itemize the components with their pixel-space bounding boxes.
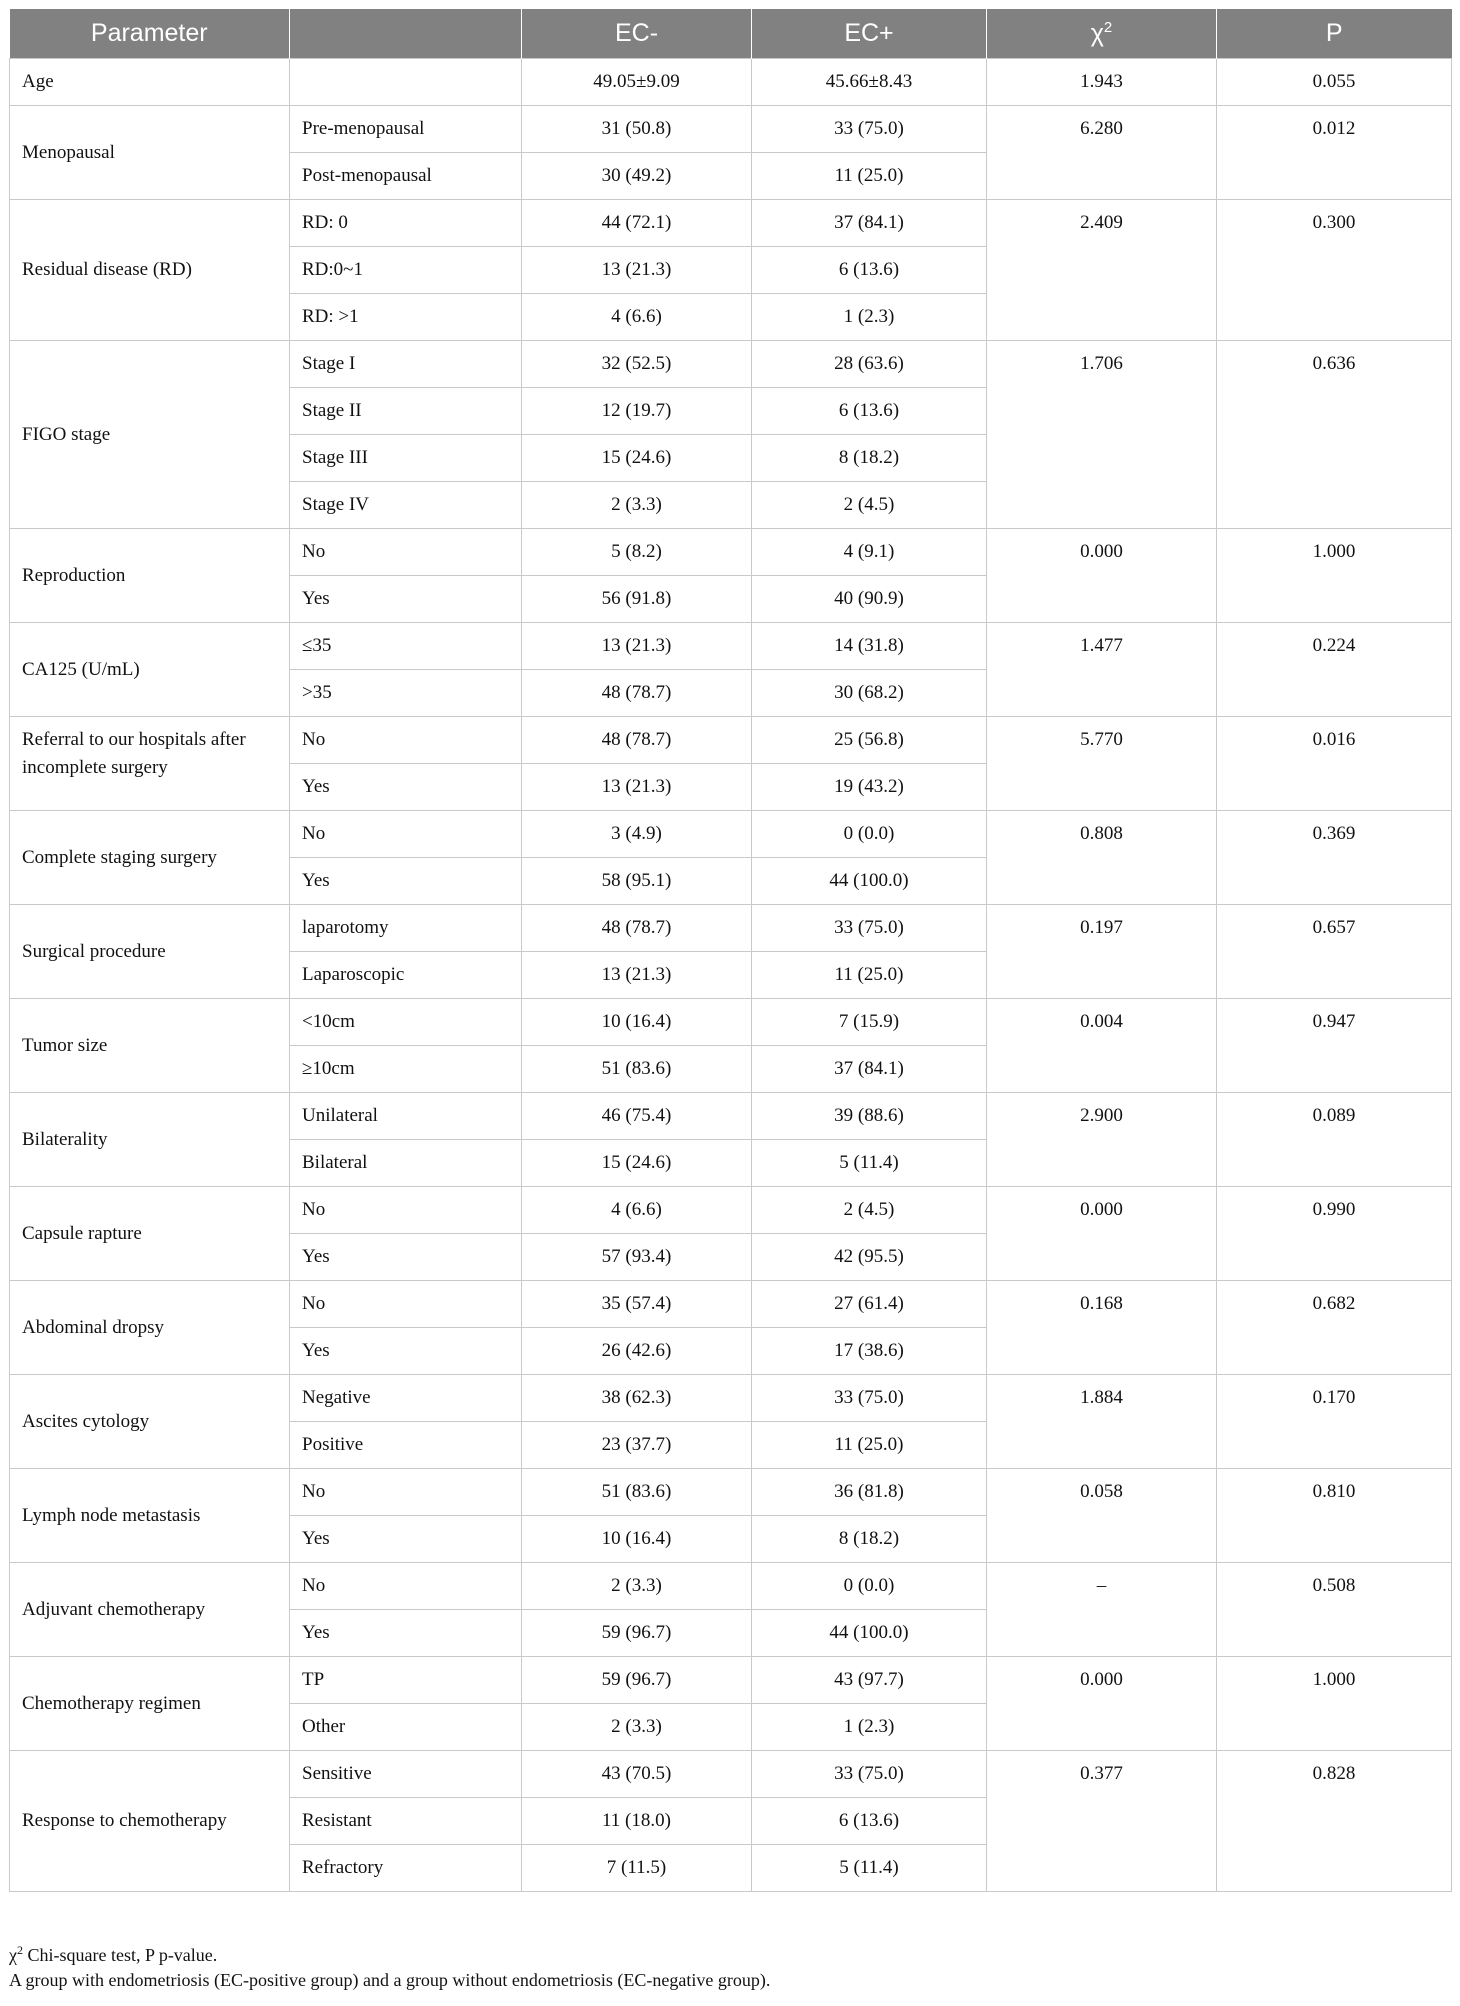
parameter-name: Ascites cytology xyxy=(10,1375,290,1469)
table-row xyxy=(10,1563,1452,1610)
ec-negative-cell: 51 (83.6) xyxy=(522,1469,752,1516)
ec-negative-cell: 2 (3.3) xyxy=(522,482,752,529)
p-value-cell: 0.012 xyxy=(1217,106,1452,200)
ec-negative-cell: 4 (6.6) xyxy=(522,1187,752,1234)
ec-positive-cell: 11 (25.0) xyxy=(752,952,987,999)
level-cell: ≥10cm xyxy=(290,1046,522,1093)
table-body xyxy=(10,59,1452,1892)
parameter-name: Tumor size xyxy=(10,999,290,1093)
ec-positive-cell: 39 (88.6) xyxy=(752,1093,987,1140)
ec-positive-cell: 44 (100.0) xyxy=(752,1610,987,1657)
ec-positive-cell: 7 (15.9) xyxy=(752,999,987,1046)
ec-positive-cell: 17 (38.6) xyxy=(752,1328,987,1375)
p-value-cell: 0.224 xyxy=(1217,623,1452,717)
level-cell: Yes xyxy=(290,1328,522,1375)
table-row xyxy=(10,1281,1452,1328)
level-cell: RD: >1 xyxy=(290,294,522,341)
ec-positive-cell: 19 (43.2) xyxy=(752,764,987,811)
level-cell: Yes xyxy=(290,1516,522,1563)
ec-positive-cell: 6 (13.6) xyxy=(752,1798,987,1845)
ec-negative-cell: 2 (3.3) xyxy=(522,1563,752,1610)
level-cell: No xyxy=(290,811,522,858)
ec-positive-cell: 2 (4.5) xyxy=(752,1187,987,1234)
ec-positive-cell: 33 (75.0) xyxy=(752,1751,987,1798)
ec-positive-cell: 42 (95.5) xyxy=(752,1234,987,1281)
parameter-name: Surgical procedure xyxy=(10,905,290,999)
ec-positive-cell: 11 (25.0) xyxy=(752,1422,987,1469)
parameter-name: CA125 (U/mL) xyxy=(10,623,290,717)
level-cell: No xyxy=(290,529,522,576)
level-cell: No xyxy=(290,1563,522,1610)
level-cell: Refractory xyxy=(290,1845,522,1892)
ec-negative-cell: 4 (6.6) xyxy=(522,294,752,341)
ec-negative-cell: 57 (93.4) xyxy=(522,1234,752,1281)
table-row xyxy=(10,106,1452,153)
header-level xyxy=(290,9,522,59)
ec-negative-cell: 31 (50.8) xyxy=(522,106,752,153)
p-value-cell: 0.055 xyxy=(1217,59,1452,106)
p-value-cell: 0.828 xyxy=(1217,1751,1452,1892)
level-cell: Stage I xyxy=(290,341,522,388)
parameter-name: Complete staging surgery xyxy=(10,811,290,905)
footnote-line-1: $\chi^2$ Chi-square test, P p-value. xyxy=(9,1943,218,1965)
p-value-cell: 0.300 xyxy=(1217,200,1452,341)
ec-negative-cell: 7 (11.5) xyxy=(522,1845,752,1892)
table-row xyxy=(10,1469,1452,1516)
level-cell: Pre-menopausal xyxy=(290,106,522,153)
p-value-cell: 0.657 xyxy=(1217,905,1452,999)
level-cell: Sensitive xyxy=(290,1751,522,1798)
parameter-name: Age xyxy=(10,59,290,106)
chi-square-cell: 0.168 xyxy=(987,1281,1217,1375)
ec-negative-cell: 56 (91.8) xyxy=(522,576,752,623)
ec-positive-cell: 25 (56.8) xyxy=(752,717,987,764)
table-row xyxy=(10,341,1452,388)
ec-positive-cell: 6 (13.6) xyxy=(752,388,987,435)
ec-positive-cell: 11 (25.0) xyxy=(752,153,987,200)
level-cell: Stage III xyxy=(290,435,522,482)
ec-positive-cell: 27 (61.4) xyxy=(752,1281,987,1328)
p-value-cell: 0.682 xyxy=(1217,1281,1452,1375)
table-row xyxy=(10,905,1452,952)
ec-negative-cell: 48 (78.7) xyxy=(522,905,752,952)
ec-positive-cell: 36 (81.8) xyxy=(752,1469,987,1516)
level-cell: Post-menopausal xyxy=(290,153,522,200)
chi-square-cell: 1.884 xyxy=(987,1375,1217,1469)
ec-negative-cell: 51 (83.6) xyxy=(522,1046,752,1093)
parameter-name: Referral to our hospitals after incomplete surgery xyxy=(10,717,290,811)
ec-negative-cell: 48 (78.7) xyxy=(522,717,752,764)
p-value-cell: 0.369 xyxy=(1217,811,1452,905)
header-chi-square xyxy=(987,9,1217,59)
ec-positive-cell: 40 (90.9) xyxy=(752,576,987,623)
p-value-cell: 0.636 xyxy=(1217,341,1452,529)
chi-square-cell: 1.943 xyxy=(987,59,1217,106)
ec-negative-cell: 30 (49.2) xyxy=(522,153,752,200)
level-cell: RD: 0 xyxy=(290,200,522,247)
ec-positive-cell: 33 (75.0) xyxy=(752,905,987,952)
level-cell: RD:0~1 xyxy=(290,247,522,294)
header-parameter: Parameter xyxy=(10,9,290,59)
p-value-cell: 0.990 xyxy=(1217,1187,1452,1281)
ec-negative-cell: 43 (70.5) xyxy=(522,1751,752,1798)
chi-square-cell: 0.058 xyxy=(987,1469,1217,1563)
comparison-table xyxy=(9,9,1452,1892)
ec-positive-cell: 1 (2.3) xyxy=(752,294,987,341)
table-row xyxy=(10,1751,1452,1798)
level-cell: No xyxy=(290,717,522,764)
level-cell: Stage IV xyxy=(290,482,522,529)
level-cell: Yes xyxy=(290,1610,522,1657)
table-row xyxy=(10,1657,1452,1704)
ec-negative-cell: 49.05±9.09 xyxy=(522,59,752,106)
level-cell: Yes xyxy=(290,858,522,905)
table-header xyxy=(10,9,1452,59)
parameter-name: Bilaterality xyxy=(10,1093,290,1187)
level-cell: Positive xyxy=(290,1422,522,1469)
table-row xyxy=(10,1187,1452,1234)
level-cell: Stage II xyxy=(290,388,522,435)
ec-negative-cell: 46 (75.4) xyxy=(522,1093,752,1140)
ec-negative-cell: 10 (16.4) xyxy=(522,999,752,1046)
chi-square-cell: 1.477 xyxy=(987,623,1217,717)
ec-positive-cell: 8 (18.2) xyxy=(752,1516,987,1563)
chi-square-cell: 0.004 xyxy=(987,999,1217,1093)
parameter-name: Menopausal xyxy=(10,106,290,200)
ec-positive-cell: 37 (84.1) xyxy=(752,1046,987,1093)
ec-positive-cell: 5 (11.4) xyxy=(752,1140,987,1187)
chi-square-cell: 0.808 xyxy=(987,811,1217,905)
level-cell: Bilateral xyxy=(290,1140,522,1187)
ec-negative-cell: 13 (21.3) xyxy=(522,764,752,811)
chi-square-cell: 2.409 xyxy=(987,200,1217,341)
ec-positive-cell: 44 (100.0) xyxy=(752,858,987,905)
parameter-name: Reproduction xyxy=(10,529,290,623)
level-cell: Yes xyxy=(290,764,522,811)
parameter-name: Adjuvant chemotherapy xyxy=(10,1563,290,1657)
chi-square-cell: 0.197 xyxy=(987,905,1217,999)
level-cell: laparotomy xyxy=(290,905,522,952)
chi-square-cell: 2.900 xyxy=(987,1093,1217,1187)
level-cell: Other xyxy=(290,1704,522,1751)
ec-negative-cell: 59 (96.7) xyxy=(522,1657,752,1704)
table-row xyxy=(10,1093,1452,1140)
header-row xyxy=(10,9,1452,59)
ec-positive-cell: 0 (0.0) xyxy=(752,811,987,858)
table-container xyxy=(9,9,1451,1892)
chi-square-cell: 0.000 xyxy=(987,529,1217,623)
ec-negative-cell: 12 (19.7) xyxy=(522,388,752,435)
ec-positive-cell: 30 (68.2) xyxy=(752,670,987,717)
parameter-name: Response to chemotherapy xyxy=(10,1751,290,1892)
ec-negative-cell: 10 (16.4) xyxy=(522,1516,752,1563)
parameter-name: FIGO stage xyxy=(10,341,290,529)
ec-positive-cell: 8 (18.2) xyxy=(752,435,987,482)
table-row xyxy=(10,59,1452,106)
ec-positive-cell: 43 (97.7) xyxy=(752,1657,987,1704)
table-row xyxy=(10,623,1452,670)
ec-negative-cell: 58 (95.1) xyxy=(522,858,752,905)
table-row xyxy=(10,529,1452,576)
ec-negative-cell: 38 (62.3) xyxy=(522,1375,752,1422)
p-value-cell: 0.947 xyxy=(1217,999,1452,1093)
ec-positive-cell: 33 (75.0) xyxy=(752,1375,987,1422)
ec-positive-cell: 37 (84.1) xyxy=(752,200,987,247)
ec-negative-cell: 26 (42.6) xyxy=(522,1328,752,1375)
header-p-value: P xyxy=(1217,9,1452,59)
ec-positive-cell: 45.66±8.43 xyxy=(752,59,987,106)
level-cell: Laparoscopic xyxy=(290,952,522,999)
table-row xyxy=(10,717,1452,764)
p-value-cell: 0.089 xyxy=(1217,1093,1452,1187)
chi-square-cell: 5.770 xyxy=(987,717,1217,811)
header-ec-positive: EC+ xyxy=(752,9,987,59)
chi-superscript: 2 xyxy=(1103,18,1113,36)
p-value-cell: 1.000 xyxy=(1217,529,1452,623)
parameter-name: Capsule rapture xyxy=(10,1187,290,1281)
header-ec-negative: EC- xyxy=(522,9,752,59)
table-row xyxy=(10,1375,1452,1422)
ec-negative-cell: 59 (96.7) xyxy=(522,1610,752,1657)
ec-negative-cell: 13 (21.3) xyxy=(522,623,752,670)
level-cell: Negative xyxy=(290,1375,522,1422)
chi-square-cell: 0.000 xyxy=(987,1657,1217,1751)
ec-negative-cell: 3 (4.9) xyxy=(522,811,752,858)
chi-square-cell: 0.377 xyxy=(987,1751,1217,1892)
ec-negative-cell: 48 (78.7) xyxy=(522,670,752,717)
parameter-name: Lymph node metastasis xyxy=(10,1469,290,1563)
level-cell: Resistant xyxy=(290,1798,522,1845)
table-row xyxy=(10,200,1452,247)
level-cell: No xyxy=(290,1281,522,1328)
ec-positive-cell: 1 (2.3) xyxy=(752,1704,987,1751)
ec-positive-cell: 6 (13.6) xyxy=(752,247,987,294)
level-cell: No xyxy=(290,1187,522,1234)
chi-square-cell: – xyxy=(987,1563,1217,1657)
ec-positive-cell: 14 (31.8) xyxy=(752,623,987,670)
p-value-cell: 0.508 xyxy=(1217,1563,1452,1657)
level-cell xyxy=(290,59,522,106)
footnote-line-2: A group with endometriosis (EC-positive group) and a group without endometriosis (EC-negative group). xyxy=(9,1970,771,1990)
ec-negative-cell: 32 (52.5) xyxy=(522,341,752,388)
p-value-cell: 0.170 xyxy=(1217,1375,1452,1469)
level-cell: Yes xyxy=(290,1234,522,1281)
ec-negative-cell: 13 (21.3) xyxy=(522,247,752,294)
ec-negative-cell: 35 (57.4) xyxy=(522,1281,752,1328)
level-cell: <10cm xyxy=(290,999,522,1046)
p-value-cell: 0.810 xyxy=(1217,1469,1452,1563)
ec-positive-cell: 33 (75.0) xyxy=(752,106,987,153)
level-cell: TP xyxy=(290,1657,522,1704)
parameter-name: Residual disease (RD) xyxy=(10,200,290,341)
ec-negative-cell: 11 (18.0) xyxy=(522,1798,752,1845)
level-cell: No xyxy=(290,1469,522,1516)
level-cell: ≤35 xyxy=(290,623,522,670)
level-cell: >35 xyxy=(290,670,522,717)
table-row xyxy=(10,811,1452,858)
chi-square-cell: 0.000 xyxy=(987,1187,1217,1281)
chi-symbol: χ xyxy=(1090,19,1104,48)
ec-negative-cell: 15 (24.6) xyxy=(522,1140,752,1187)
parameter-name: Chemotherapy regimen xyxy=(10,1657,290,1751)
ec-positive-cell: 5 (11.4) xyxy=(752,1845,987,1892)
level-cell: Unilateral xyxy=(290,1093,522,1140)
level-cell: Yes xyxy=(290,576,522,623)
ec-negative-cell: 23 (37.7) xyxy=(522,1422,752,1469)
parameter-name: Abdominal dropsy xyxy=(10,1281,290,1375)
p-value-cell: 0.016 xyxy=(1217,717,1452,811)
chi-square-cell: 6.280 xyxy=(987,106,1217,200)
ec-positive-cell: 4 (9.1) xyxy=(752,529,987,576)
ec-negative-cell: 15 (24.6) xyxy=(522,435,752,482)
ec-positive-cell: 0 (0.0) xyxy=(752,1563,987,1610)
p-value-cell: 1.000 xyxy=(1217,1657,1452,1751)
ec-negative-cell: 2 (3.3) xyxy=(522,1704,752,1751)
ec-negative-cell: 44 (72.1) xyxy=(522,200,752,247)
ec-negative-cell: 13 (21.3) xyxy=(522,952,752,999)
table-row xyxy=(10,999,1452,1046)
chi-square-cell: 1.706 xyxy=(987,341,1217,529)
ec-positive-cell: 2 (4.5) xyxy=(752,482,987,529)
table-footnotes xyxy=(9,1938,1451,1993)
ec-negative-cell: 5 (8.2) xyxy=(522,529,752,576)
ec-positive-cell: 28 (63.6) xyxy=(752,341,987,388)
